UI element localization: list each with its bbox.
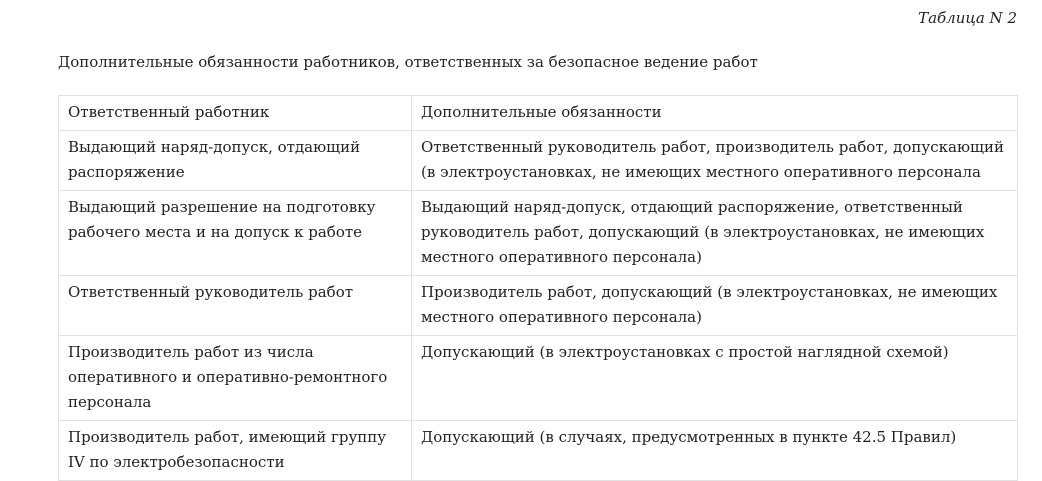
cell-responsible-worker: Выдающий разрешение на подготовку рабочего места и на допуск к работе (59, 191, 412, 276)
table-row (59, 421, 1018, 481)
table-caption: Дополнительные обязанности работников, ответственных за безопасное ведение работ (58, 53, 758, 71)
cell-additional-duties: Допускающий (в электроустановках с простой наглядной схемой) (412, 336, 1018, 421)
table-row (59, 336, 1018, 421)
header-additional-duties: Дополнительные обязанности (412, 96, 1018, 131)
cell-responsible-worker: Ответственный руководитель работ (59, 276, 412, 336)
cell-responsible-worker: Производитель работ, имеющий группу IV по электробезопасности (59, 421, 412, 481)
table-header-row (59, 96, 1018, 131)
cell-responsible-worker: Производитель работ из числа оперативного и оперативно-ремонтного персонала (59, 336, 412, 421)
table-row (59, 131, 1018, 191)
duties-table (58, 95, 1018, 481)
table-row (59, 276, 1018, 336)
cell-additional-duties: Выдающий наряд-допуск, отдающий распоряжение, ответственный руководитель работ, допускающий (в электроустановках, не имеющих местного оперативного персонала) (412, 191, 1018, 276)
cell-additional-duties: Ответственный руководитель работ, производитель работ, допускающий (в электроустановках, не имеющих местного оперативного персонала (412, 131, 1018, 191)
table-number: Таблица N 2 (918, 9, 1017, 27)
cell-responsible-worker: Выдающий наряд-допуск, отдающий распоряжение (59, 131, 412, 191)
table-row (59, 191, 1018, 276)
header-responsible-worker: Ответственный работник (59, 96, 412, 131)
cell-additional-duties: Допускающий (в случаях, предусмотренных в пункте 42.5 Правил) (412, 421, 1018, 481)
cell-additional-duties: Производитель работ, допускающий (в электроустановках, не имеющих местного оперативного персонала) (412, 276, 1018, 336)
